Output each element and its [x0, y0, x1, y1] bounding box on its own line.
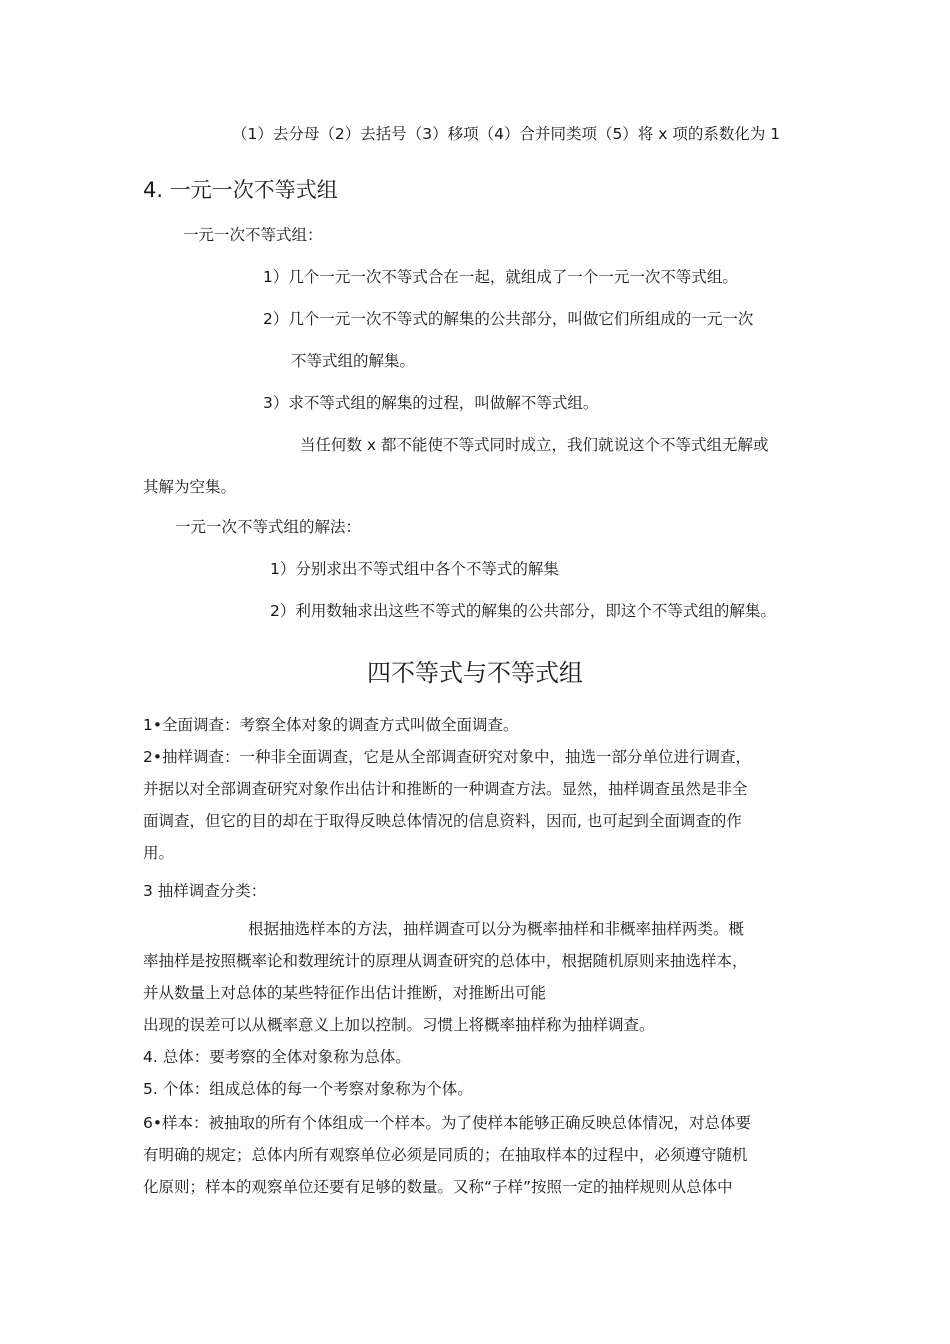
- survey-item-3-line-2: 率抽样是按照概率论和数理统计的原理从调查研究的总体中，根据随机原则来抽选样本，: [143, 952, 748, 970]
- survey-item-3-line-1: 根据抽选样本的方法，抽样调查可以分为概率抽样和非概率抽样两类。概: [248, 920, 745, 938]
- survey-item-3-line-4: 出现的误差可以从概率意义上加以控制。习惯上将概率抽样称为抽样调查。: [143, 1016, 655, 1034]
- survey-item-3-label: 3 抽样调查分类：: [143, 882, 267, 900]
- definition-item-1: 1）几个一元一次不等式合在一起，就组成了一个一元一次不等式组。: [263, 268, 738, 286]
- definition-label: 一元一次不等式组：: [183, 226, 323, 244]
- survey-item-1: 1•全面调查：考察全体对象的调查方式叫做全面调查。: [143, 716, 519, 734]
- empty-set-note-cont: 其解为空集。: [143, 478, 237, 496]
- definition-item-3: 3）求不等式组的解集的过程，叫做解不等式组。: [263, 394, 599, 412]
- section-4-heading: 4. 一元一次不等式组: [143, 178, 338, 202]
- chapter-title: 四不等式与不等式组: [367, 659, 583, 687]
- method-step-1: 1）分别求出不等式组中各个不等式的解集: [270, 560, 559, 578]
- survey-item-6-line-2: 有明确的规定；总体内所有观察单位必须是同质的；在抽取样本的过程中，必须遵守随机: [143, 1146, 748, 1164]
- survey-item-6: 6•样本：被抽取的所有个体组成一个样本。为了使样本能够正确反映总体情况，对总体要: [143, 1114, 752, 1132]
- empty-set-note: 当任何数 x 都不能使不等式同时成立，我们就说这个不等式组无解或: [300, 436, 769, 454]
- survey-item-2-line-4: 用。: [143, 844, 175, 862]
- definition-item-2-cont: 不等式组的解集。: [291, 352, 416, 370]
- method-label: 一元一次不等式组的解法：: [175, 518, 362, 536]
- survey-item-4: 4. 总体：要考察的全体对象称为总体。: [143, 1048, 411, 1066]
- survey-item-3-line-3: 并从数量上对总体的某些特征作出估计推断，对推断出可能: [143, 984, 547, 1002]
- definition-item-2: 2）几个一元一次不等式的解集的公共部分，叫做它们所组成的一元一次: [263, 310, 754, 328]
- solving-steps-line: （1）去分母（2）去括号（3）移项（4）合并同类项（5）将 x 项的系数化为 1: [232, 125, 781, 143]
- survey-item-2: 2•抽样调查：一种非全面调查，它是从全部调查研究对象中，抽选一部分单位进行调查，: [143, 748, 752, 766]
- method-step-2: 2）利用数轴求出这些不等式的解集的公共部分，即这个不等式组的解集。: [270, 602, 776, 620]
- survey-item-5: 5. 个体：组成总体的每一个考察对象称为个体。: [143, 1080, 473, 1098]
- survey-item-6-line-3: 化原则；样本的观察单位还要有足够的数量。又称“子样”按照一定的抽样规则从总体中: [143, 1178, 733, 1196]
- survey-item-2-line-3: 面调查，但它的目的却在于取得反映总体情况的信息资料，因而, 也可起到全面调查的作: [143, 812, 742, 830]
- survey-item-2-line-2: 并据以对全部调查研究对象作出估计和推断的一种调查方法。显然，抽样调查虽然是非全: [143, 780, 748, 798]
